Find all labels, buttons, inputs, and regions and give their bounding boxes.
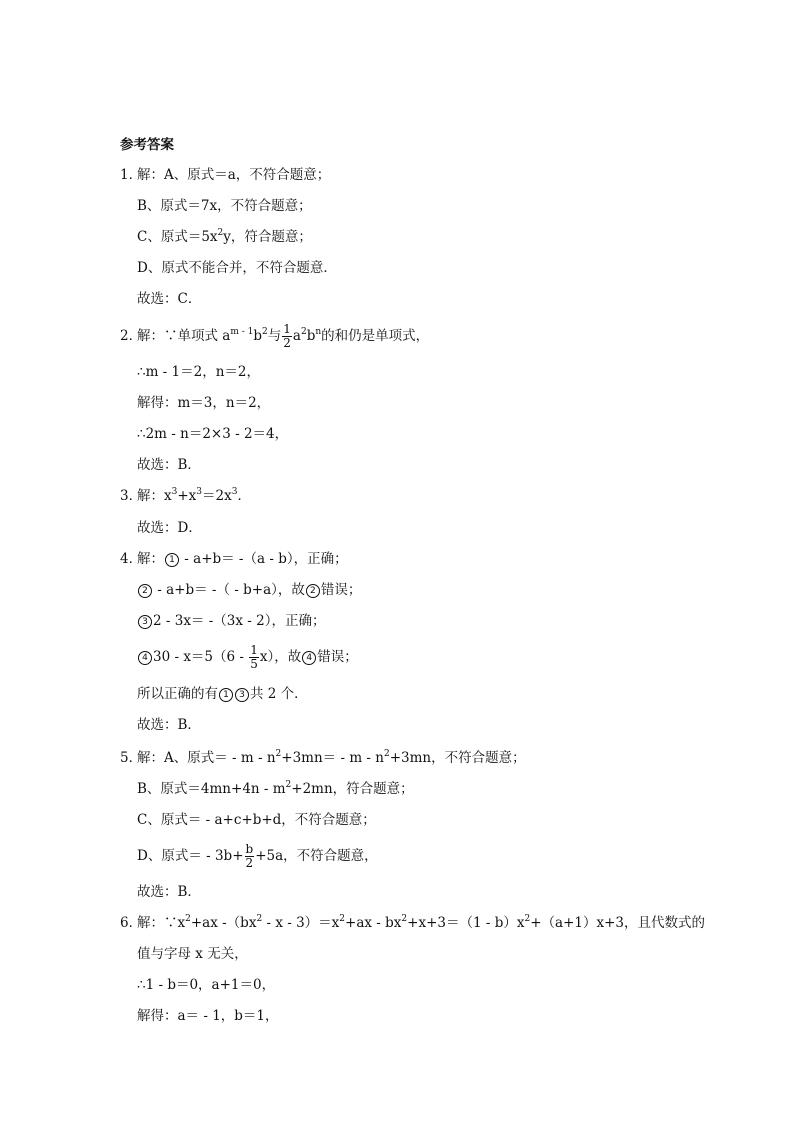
q4-line-3: 3 2 - 3x＝ -（3x - 2），正确；	[137, 611, 325, 631]
fraction-fifth: $\frac{1}{5}$	[250, 643, 258, 671]
q4-line-4: 4 30 - x＝5（6 - $\frac{1}{5}$ x），故 4 错误；	[137, 644, 358, 671]
q4-answer: 故选：B．	[137, 717, 201, 733]
q6-line-3: ∴1 - b＝0，a+1＝0，	[137, 977, 276, 993]
q1-line-4: D、原式不能合并，不符合题意．	[137, 260, 337, 276]
q2-line-3: 解得：m＝3，n＝2，	[137, 395, 271, 411]
q5-line-2: B、原式$=4mn+4n - m^2+2mn$，符合题意；	[137, 780, 414, 797]
q5-answer: 故选：B．	[137, 884, 201, 900]
q3-answer: 故选：D．	[137, 520, 202, 536]
q1-line-1: 1．解：A、原式＝a，不符合题意；	[120, 167, 331, 183]
q1-line-2: B、原式＝7x，不符合题意；	[137, 198, 312, 214]
q2-line-2: ∴m - 1＝2，n＝2，	[137, 364, 260, 380]
q6-line-2: 值与字母 x 无关，	[137, 946, 248, 962]
q4-line-2: 2 - a+b＝ -（ - b+a），故 2 错误；	[137, 580, 361, 600]
q4-line-5: 所以正确的有 1 3 共 2 个．	[137, 686, 308, 702]
page-title: 参考答案	[120, 137, 174, 153]
q5-line-4: D、原式＝ - 3b+ $\frac{b}{2}$ +5a，不符合题意，	[137, 842, 378, 870]
fraction-half: $\frac{1}{2}$	[283, 322, 291, 350]
q2-line-1: 2．解：∵单项式 $a^{m - 1}b^2$与 $\frac{1}{2}$ $a^2b^n$的和仍是单项式，	[120, 322, 430, 350]
circled-1: 1	[165, 553, 179, 567]
q4-line-1: 4．解： 1 - a+b＝ -（a - b），正确；	[120, 551, 348, 567]
circled-3: 3	[138, 615, 152, 629]
q1-answer: 故选：C．	[137, 291, 202, 307]
q5-line-3: C、原式＝ - a+c+b+d，不符合题意；	[137, 812, 376, 828]
q2-line-4: ∴2m - n＝2×3 - 2＝4，	[137, 426, 289, 442]
fraction-b-half: $\frac{b}{2}$	[245, 842, 254, 870]
q6-line-4: 解得：a＝ - 1，b＝1，	[137, 1008, 279, 1024]
circled-2: 2	[138, 584, 152, 598]
q2-answer: 故选：B．	[137, 457, 201, 473]
q5-line-1: 5．解：A、原式＝ - $m - n^2+3mn= - m - n^2+3mn$，不符合题意；	[120, 749, 526, 766]
q3-line-1: 3．解：$x^3+x^3=2x^3$．	[120, 487, 251, 504]
q1-line-3: C、原式$=5x^2y$，符合题意；	[137, 228, 312, 245]
circled-4: 4	[138, 651, 152, 665]
q6-line-1: 6．解：$\because x^2+ax$ $-(bx^2 - x - 3)=x^2+ax - bx^2+x+3=(1 - b)x^2+(a+1)x+3$，且代数式的	[120, 914, 705, 931]
